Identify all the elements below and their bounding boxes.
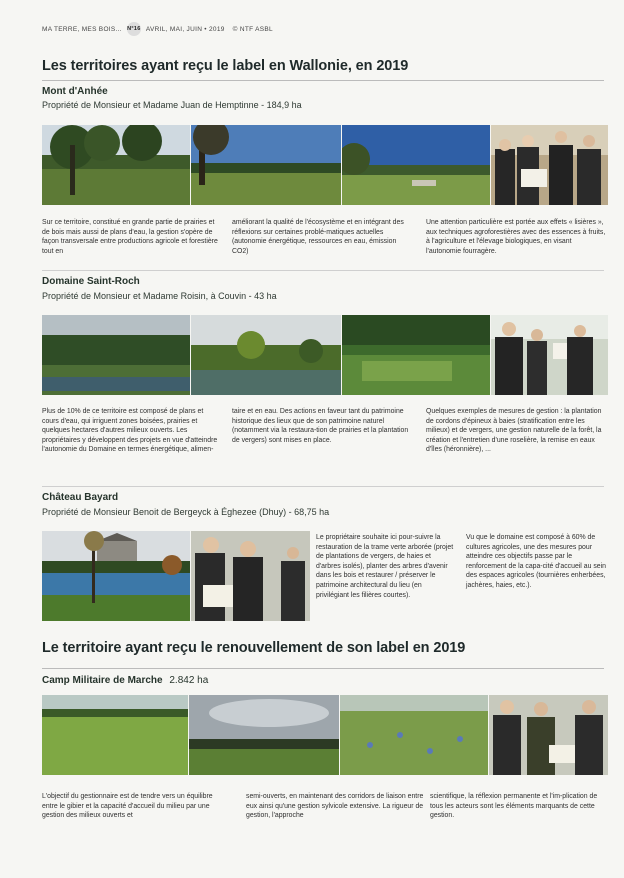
landscape-photo (340, 695, 488, 775)
text-column: améliorant la qualité de l'écosystème et en intégrant des réflexions sur certaines problé-matiques actuelles (autonomie énergétique, ressources en eau, émission CO2) (232, 219, 404, 255)
ceremony-photo (489, 695, 608, 775)
estate-area: 2.842 ha (169, 675, 209, 686)
section-title-renewal-2019: Le territoire ayant reçu le renouvellement de son label en 2019 (42, 640, 466, 656)
text-column: Quelques exemples de mesures de gestion : la plantation de cordons d'épineux à baies (stratification entre les milieux) et de vergers, une gestion naturelle de la forêt, la création et l'entretien d'une roselière, la remise en eaux d'îles (héronnière), ... (426, 408, 602, 454)
section-rule (42, 668, 604, 669)
estate-name-text: Camp Militaire de Marche (42, 675, 163, 686)
text-column: taire et en eau. Des actions en faveur tant du patrimoine historique des lieux que de son patrimoine naturel (notamment via la restaura-tion de prairies et la plantation de vergers) sont mises en place. (232, 408, 409, 444)
estate-name (42, 675, 208, 686)
estate-name: Mont d'Anhée (42, 86, 108, 97)
text-column: Vu que le domaine est composé à 60% de cultures agricoles, une des mesures pour atteindre ces objectifs passe par le renforcement de la capa-cité d'accueil au sein des espaces agricoles (tournières enherbées, jachères, haies, etc.). (466, 534, 606, 589)
estate-owner: Propriété de Monsieur Benoit de Bergeyck à Éghezee (Dhuy) - 68,75 ha (42, 507, 330, 517)
landscape-photo (189, 695, 339, 775)
running-header (42, 22, 273, 36)
estate-name: Château Bayard (42, 492, 119, 503)
text-column: Le propriétaire souhaite ici pour-suivre la restauration de la trame verte arborée (projet de plantations de vergers, de haies et d'arbres isolés), planter des arbres d'avenir dans les bois et restaurer / préserver le patrimoine architectural du lieu (en privilégiant les filières courtes). (316, 534, 454, 599)
estate-owner: Propriété de Monsieur et Madame Roisin, à Couvin - 43 ha (42, 291, 277, 301)
text-column: scientifique, la réflexion permanente et l'im-plication de tous les acteurs sont les éléments marquants de cette gestion. (430, 793, 598, 820)
divider (42, 270, 604, 271)
landscape-photo (42, 315, 190, 395)
estate-owner: Propriété de Monsieur et Madame Juan de Hemptinne - 184,9 ha (42, 100, 302, 110)
divider (42, 486, 604, 487)
section-rule (42, 80, 604, 81)
ceremony-photo (191, 531, 310, 621)
landscape-photo (342, 315, 490, 395)
estate-name: Domaine Saint-Roch (42, 276, 140, 287)
landscape-photo (42, 695, 188, 775)
issue-badge: N°16 (127, 22, 141, 36)
landscape-photo (191, 315, 341, 395)
ceremony-photo (491, 315, 608, 395)
text-column: Plus de 10% de ce territoire est composé de plans et cours d'eau, qui irriguent zones boisées, prairies et quelques hectares d'autres milieux ouverts. Les propriétaires y développent des projets en vue d'atteindre l'autonomie du Domaine en termes énergétique, alimen- (42, 408, 218, 454)
landscape-photo (191, 125, 341, 205)
text-column: semi-ouverts, en maintenant des corridors de liaison entre eux ainsi qu'une gestion sylvicole extensive. La rigueur de gestion, l'approche (246, 793, 424, 820)
section-title-labels-2019: Les territoires ayant reçu le label en Wallonie, en 2019 (42, 58, 409, 74)
chateau-photo (42, 531, 190, 621)
landscape-photo (42, 125, 190, 205)
text-column: L'objectif du gestionnaire est de tendre vers un équilibre entre le gibier et la capacité d'accueil du milieu par une gestion des milieux ouverts et (42, 793, 213, 820)
magazine-name: MA TERRE, MES BOIS... (42, 25, 122, 33)
ceremony-photo (491, 125, 608, 205)
publisher: © NTF ASBL (232, 25, 273, 33)
issue-period: AVRIL, MAI, JUIN • 2019 (145, 25, 225, 33)
text-column: Une attention particulière est portée aux effets « lisières », aux techniques agroforestières avec des essences à fruits, à l'agriculture et l'élevage biologiques, en visant l'autonomie fourragère. (426, 219, 606, 255)
landscape-photo (342, 125, 490, 205)
text-column: Sur ce territoire, constitué en grande partie de prairies et de bois mais aussi de plans d'eau, la gestion s'opère de façon transversale entre productions agricole et forestière tout en (42, 219, 218, 255)
